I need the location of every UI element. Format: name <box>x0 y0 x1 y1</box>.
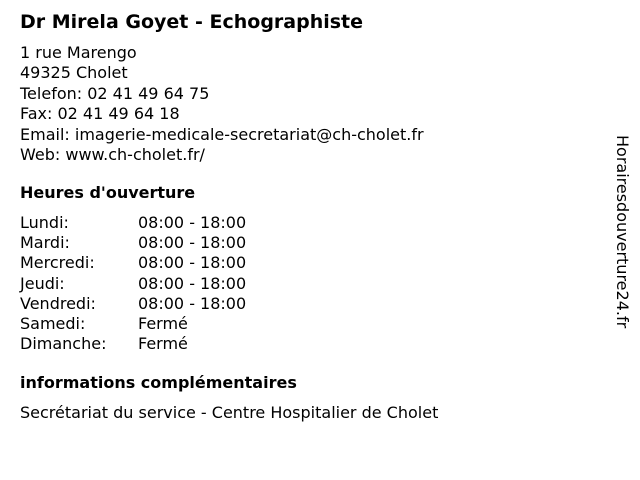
fax-number: Fax: 02 41 49 64 18 <box>20 104 180 124</box>
hours-row-wednesday <box>20 253 246 273</box>
opening-hours-heading: Heures d'ouverture <box>20 183 196 202</box>
hours-row-thursday <box>20 274 246 294</box>
hours-day-label: Jeudi: <box>20 273 65 293</box>
hours-time-value: 08:00 - 18:00 <box>138 253 247 273</box>
hours-day-label: Dimanche: <box>20 334 107 354</box>
hours-time-value: 08:00 - 18:00 <box>138 213 247 232</box>
page-title: Dr Mirela Goyet - Echographiste <box>20 11 364 33</box>
additional-info-text: Secrétariat du service - Centre Hospitalier de Cholet <box>20 403 439 422</box>
hours-time-value: 08:00 - 18:00 <box>138 273 247 293</box>
website-url: Web: www.ch-cholet.fr/ <box>20 144 205 164</box>
hours-time-value: Fermé <box>138 334 188 354</box>
hours-row-sunday <box>20 334 246 354</box>
contact-block <box>20 43 424 165</box>
hours-row-friday <box>20 294 246 314</box>
additional-info-heading: informations complémentaires <box>20 373 297 392</box>
hours-row-saturday <box>20 314 246 334</box>
address-city: 49325 Cholet <box>20 63 128 83</box>
hours-row-monday <box>20 213 246 233</box>
hours-day-label: Mercredi: <box>20 253 95 273</box>
hours-time-value: 08:00 - 18:00 <box>138 293 247 313</box>
hours-day-label: Vendredi: <box>20 293 96 313</box>
hours-day-label: Mardi: <box>20 233 70 253</box>
opening-hours-table <box>20 213 246 354</box>
email-address: Email: imagerie-medicale-secretariat@ch-cholet.fr <box>20 124 424 144</box>
hours-time-value: Fermé <box>138 313 188 333</box>
address-street: 1 rue Marengo <box>20 43 137 62</box>
site-brand-vertical: Horairesdouverture24.fr <box>613 135 632 329</box>
hours-time-value: 08:00 - 18:00 <box>138 233 247 253</box>
hours-day-label: Lundi: <box>20 213 69 232</box>
hours-day-label: Samedi: <box>20 313 86 333</box>
hours-row-tuesday <box>20 233 246 253</box>
phone-number: Telefon: 02 41 49 64 75 <box>20 83 210 103</box>
